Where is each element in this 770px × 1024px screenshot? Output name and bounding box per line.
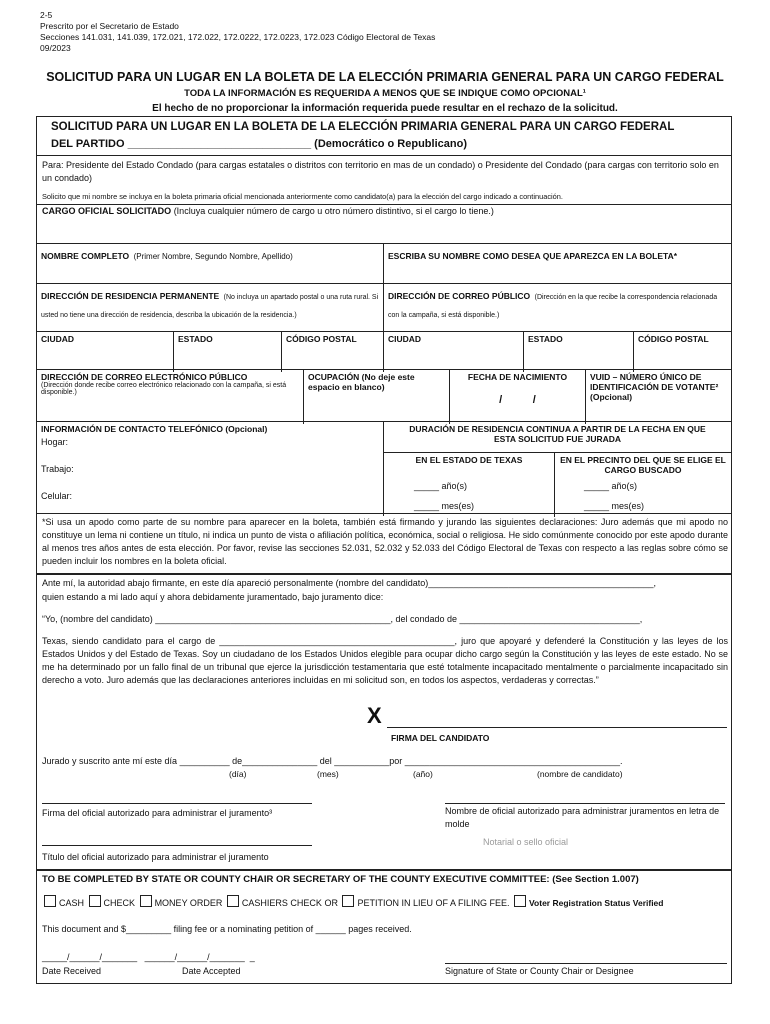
- officer-title-label: Título del oficial autorizado para administrar el juramento: [42, 852, 269, 862]
- form-date: 09/2023: [40, 43, 71, 53]
- date-accepted-label: Date Accepted: [182, 966, 241, 976]
- home-phone[interactable]: Hogar:: [41, 437, 69, 447]
- state-field-1[interactable]: ESTADO: [173, 332, 281, 372]
- sworn-line[interactable]: Jurado y suscrito ante mí este día __________ de_______________ del ___________por ___________________________________________.: [42, 756, 623, 766]
- officer-signature-line[interactable]: [42, 803, 312, 804]
- officer-signature-label: Firma del oficial autorizado para administrar el juramento³: [42, 808, 273, 818]
- state-field-2[interactable]: ESTADO: [523, 332, 633, 372]
- oath-texas: Texas, siendo candidato para el cargo de _______________________________________________, juro que apoyaré y defenderé la Constitución y las leyes de los Estados Unidos y del Estado de Texas. Soy un ciudadano de los Estados Unidos elegible para ocupar dicho cargo según la Constitución y las leyes de este estado. No se me ha determinado por un fallo final de un tribunal que ejerce la jurisdicción testamentaria que esté totalmente incapacitado mentalmente o parcialmente incapacitado sin derecho a voto. Juro además que las declaraciones anteriores incluidas en mi solicitud son, en todos los aspectos, verdaderas y correctas.”: [42, 636, 728, 685]
- signature-x: X: [367, 703, 382, 728]
- application-form: [36, 116, 732, 984]
- full-name-field[interactable]: NOMBRE COMPLETO (Primer Nombre, Segundo Nombre, Apellido): [41, 251, 293, 261]
- residence-duration: DURACIÓN DE RESIDENCIA CONTINUA A PARTIR DE LA FECHA EN QUE ESTA SOLICITUD FUE JURADA EN EL ESTADO DE TEXAS EN EL PRECINTO DEL QUE SE ELIGE EL CARGO BUSCADO _____ año(s) _____ mes(es) _____ año(s) _____ mes(es): [383, 422, 731, 516]
- code-sections: Secciones 141.031, 141.039, 172.021, 172.022, 172.0222, 172.0223, 172.023 Código Electoral de Texas: [40, 32, 436, 42]
- nickname-text: *Si usa un apodo como parte de su nombre para aparecer en la boleta, también está firmando y jurando las siguientes declaraciones: Juro además que mi apodo no constituye un lema ni contiene un título, ni indica un punto de vista o afiliación política, económica, social o religiosa. He sido comúnmente conocido por este apodo durante al menos tres años antes de esta elección. Por favor, revise las secciones 52.031, 52.032 y 52.033 del Código Electoral de Texas con respecto a las reglas sobre cómo se pueden incluir los nombres en la boleta oficial.: [42, 517, 728, 566]
- nickname-section: [37, 513, 731, 576]
- notary-seal-label: Notarial o sello oficial: [483, 837, 569, 847]
- day-label: (día): [229, 769, 247, 779]
- office-heading: TO BE COMPLETED BY STATE OR COUNTY CHAIR OR SECRETARY OF THE COUNTY EXECUTIVE COMMITTEE: (See Section 1.007): [42, 874, 639, 885]
- contact-row: [37, 369, 731, 424]
- zip-field-1[interactable]: CÓDIGO POSTAL: [281, 332, 383, 372]
- chair-signature-line[interactable]: [445, 963, 727, 964]
- fee-line[interactable]: This document and $_________ filing fee or a nominating petition of ______ pages received.: [42, 924, 412, 934]
- solicito-text: Solicito que mi nombre se incluya en la boleta primaria oficial mencionada anteriormente como candidato(a) para la elección del cargo indicado a continuación.: [42, 192, 563, 201]
- state-years[interactable]: _____ año(s): [414, 481, 468, 491]
- chair-signature-label: Signature of State or County Chair or Designee: [445, 966, 634, 976]
- name-row: [37, 243, 731, 286]
- cashiers-check-checkbox[interactable]: [227, 895, 239, 907]
- cash-checkbox[interactable]: [44, 895, 56, 907]
- party-field[interactable]: DEL PARTIDO ______________________________ (Democrático o Republicano): [51, 138, 467, 150]
- oath-yo: “Yo, (nombre del candidato) _______________________________________________, del condado de ____________________________________,: [42, 614, 643, 624]
- address-row: [37, 283, 731, 334]
- city-field-1[interactable]: CIUDAD: [41, 334, 75, 344]
- prescribed-by: Prescrito por el Secretario de Estado: [40, 21, 179, 31]
- payment-options: CASH CHECK MONEY ORDER CASHIERS CHECK OR PETITION IN LIEU OF A FILING FEE. Voter Registration Status Verified: [42, 895, 663, 910]
- officer-name-label: Nombre de oficial autorizado para administrar juramentos en letra de molde: [445, 806, 720, 829]
- work-phone[interactable]: Trabajo:: [41, 464, 74, 474]
- residence-address-field[interactable]: DIRECCIÓN DE RESIDENCIA PERMANENTE (No incluya un apartado postal o una ruta rural. Si usted no tiene una dirección de residencia, describa la ubicación de la residencia.): [41, 291, 379, 319]
- officer-name-line[interactable]: [445, 803, 725, 804]
- state-months[interactable]: _____ mes(es): [414, 501, 475, 511]
- oath-quien: quien estando a mi lado aquí y ahora debidamente juramentado, bajo juramento dice:: [42, 592, 384, 602]
- candidate-signature-label: FIRMA DEL CANDIDATO: [391, 733, 490, 743]
- required-notice: TODA LA INFORMACIÓN ES REQUERIDA A MENOS QUE SE INDIQUE COMO OPCIONAL¹: [184, 88, 586, 99]
- oath-ante: Ante mí, la autoridad abajo firmante, en este día apareció personalmente (nombre del candidato)_____________________________________________,: [42, 578, 656, 588]
- form-header: [40, 10, 435, 54]
- date-lines[interactable]: _____/______/_______ ______/______/_______ _: [42, 952, 255, 962]
- money-order-checkbox[interactable]: [140, 895, 152, 907]
- candidate-name-label: (nombre de candidato): [537, 769, 623, 779]
- page-title: SOLICITUD PARA UN LUGAR EN LA BOLETA DE LA ELECCIÓN PRIMARIA GENERAL PARA UN CARGO FEDERAL: [46, 70, 724, 84]
- month-label: (mes): [317, 769, 339, 779]
- vuid-field[interactable]: VUID – NÚMERO ÚNICO DE IDENTIFICACIÓN DE VOTANTE² (Opcional): [585, 370, 731, 424]
- form-number: 2-5: [40, 10, 53, 20]
- oath-section: [37, 573, 731, 871]
- city-field-2[interactable]: CIUDAD: [383, 332, 523, 372]
- officer-title-line[interactable]: [42, 845, 312, 846]
- birthdate-field[interactable]: FECHA DE NACIMIENTO / /: [449, 370, 585, 424]
- verified-checkbox[interactable]: [514, 895, 526, 907]
- phone-row: [37, 421, 731, 516]
- email-field[interactable]: DIRECCIÓN DE CORREO ELECTRÓNICO PÚBLICO (Dirección donde recibe correo electrónico relacionado con la campaña, si está disponible.): [41, 372, 287, 396]
- occupation-field[interactable]: OCUPACIÓN (No deje este espacio en blanco): [303, 370, 449, 424]
- date-received-label: Date Received: [42, 966, 102, 976]
- ballot-name-field[interactable]: ESCRIBA SU NOMBRE COMO DESEA QUE APAREZCA EN LA BOLETA*: [383, 244, 731, 286]
- mailing-address-field[interactable]: DIRECCIÓN DE CORREO PÚBLICO (Dirección en la que recibe la correspondencia relacionada con la campaña, si está disponible.): [383, 284, 731, 334]
- petition-checkbox[interactable]: [342, 895, 354, 907]
- candidate-signature-line[interactable]: [387, 727, 727, 728]
- para-section: [37, 155, 731, 226]
- cargo-field[interactable]: CARGO OFICIAL SOLICITADO (Incluya cualquier número de cargo u otro número distintivo, si el cargo lo tiene.): [42, 206, 494, 216]
- precinct-months[interactable]: _____ mes(es): [584, 501, 645, 511]
- check-checkbox[interactable]: [89, 895, 101, 907]
- year-label: (año): [413, 769, 433, 779]
- rejection-warning: El hecho de no proporcionar la información requerida puede resultar en el rechazo de la solicitud.: [152, 103, 618, 114]
- office-use-section: [37, 869, 731, 985]
- cell-phone[interactable]: Celular:: [41, 491, 73, 501]
- box-title: SOLICITUD PARA UN LUGAR EN LA BOLETA DE LA ELECCIÓN PRIMARIA GENERAL PARA UN CARGO FEDERAL: [51, 121, 675, 133]
- phone-field[interactable]: INFORMACIÓN DE CONTACTO TELEFÓNICO (Opcional) Hogar: Trabajo: Celular:: [37, 422, 383, 516]
- city-row: [37, 331, 731, 372]
- para-text: Para: Presidente del Estado Condado (para cargas estatales o distritos con territorio en mas de un condado) o Presidente del Condado (para cargas con territorio solo en un condado): [42, 160, 719, 183]
- divider: [37, 204, 731, 205]
- zip-field-2[interactable]: CÓDIGO POSTAL: [633, 332, 731, 372]
- precinct-years[interactable]: _____ año(s): [584, 481, 638, 491]
